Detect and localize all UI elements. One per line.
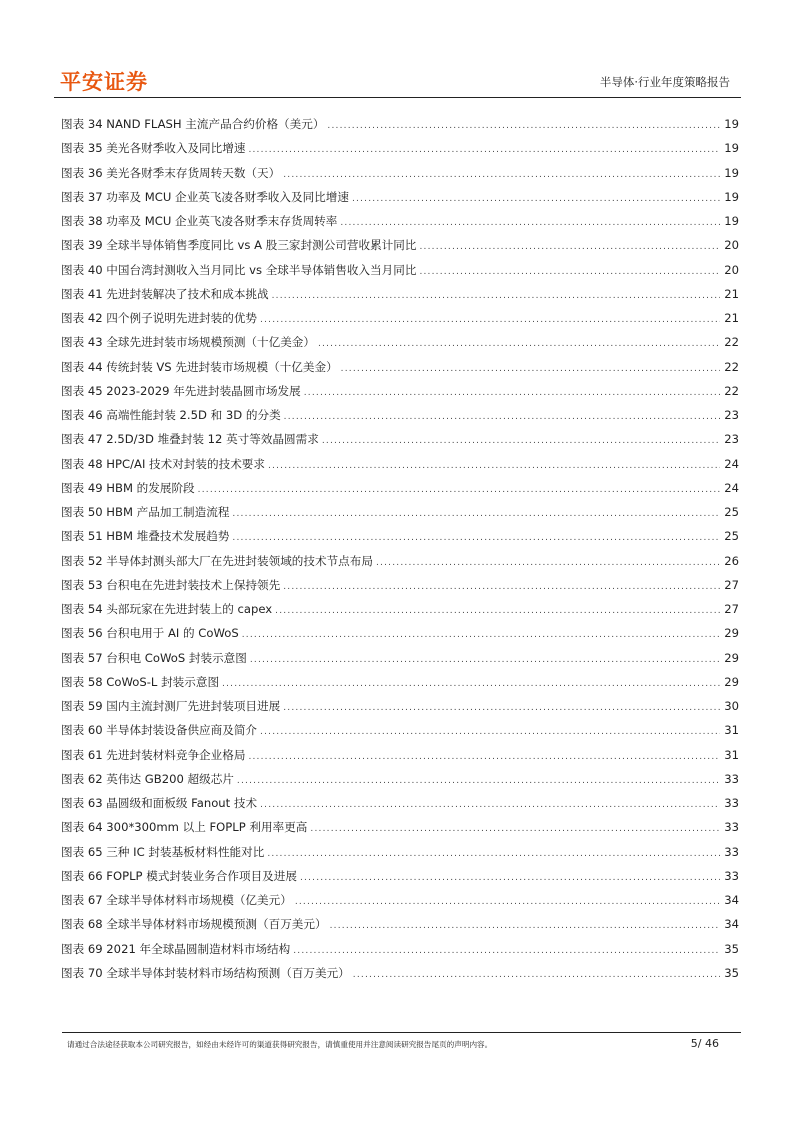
- dot-leader: [283, 575, 720, 599]
- dot-leader: [318, 332, 720, 356]
- dot-leader: [232, 526, 720, 550]
- toc-entry[interactable]: [61, 136, 739, 160]
- toc-entry-page[interactable]: 19: [724, 189, 739, 204]
- table-of-figures: [61, 112, 739, 985]
- toc-entry-title[interactable]: 图表 40 中国台湾封测收入当月同比 vs 全球半导体销售收入当月同比: [61, 262, 417, 277]
- toc-entry-page[interactable]: 35: [724, 965, 739, 980]
- toc-entry-title[interactable]: 图表 69 2021 年全球晶圆制造材料市场结构: [61, 941, 291, 956]
- toc-entry-page[interactable]: 20: [724, 262, 739, 277]
- toc-entry-title[interactable]: 图表 58 CoWoS-L 封装示意图: [61, 674, 220, 689]
- toc-entry-page[interactable]: 21: [724, 311, 739, 325]
- toc-entry-page[interactable]: 23: [724, 408, 739, 422]
- toc-entry-title[interactable]: 图表 49 HBM 的发展阶段: [61, 480, 195, 495]
- dot-leader: [300, 866, 720, 890]
- toc-entry[interactable]: [61, 427, 739, 451]
- toc-entry[interactable]: [61, 743, 739, 767]
- toc-entry-title[interactable]: 图表 62 英伟达 GB200 超级芯片: [61, 771, 234, 786]
- toc-entry-page[interactable]: 22: [724, 383, 739, 398]
- toc-entry[interactable]: [61, 815, 739, 839]
- dot-leader: [272, 284, 720, 308]
- toc-entry[interactable]: [61, 937, 739, 961]
- dot-leader: [376, 551, 720, 575]
- toc-entry[interactable]: [61, 500, 739, 524]
- toc-entry-title[interactable]: 图表 68 全球半导体材料市场规模预测（百万美元）: [61, 917, 327, 932]
- dot-leader: [275, 599, 720, 623]
- toc-entry-page[interactable]: 19: [724, 165, 739, 180]
- toc-entry-title[interactable]: 图表 50 HBM 产品加工制造流程: [61, 505, 230, 519]
- dot-leader: [260, 308, 720, 332]
- dot-leader: [353, 963, 720, 987]
- dot-leader: [283, 163, 720, 187]
- toc-entry-title[interactable]: 图表 70 全球半导体封装材料市场结构预测（百万美元）: [61, 965, 350, 980]
- toc-entry-title[interactable]: 图表 60 半导体封装设备供应商及简介: [61, 723, 258, 738]
- toc-entry-title[interactable]: 图表 47 2.5D/3D 堆叠封装 12 英寸等效晶圆需求: [61, 432, 319, 447]
- toc-entry[interactable]: [61, 306, 739, 330]
- toc-entry-page[interactable]: 19: [724, 141, 739, 156]
- toc-entry-title[interactable]: 图表 37 功率及 MCU 企业英飞凌各财季收入及同比增速: [61, 189, 349, 204]
- toc-entry[interactable]: [61, 258, 739, 282]
- toc-entry-page[interactable]: 19: [724, 117, 739, 131]
- toc-entry[interactable]: [61, 476, 739, 500]
- toc-entry-page[interactable]: 21: [724, 286, 739, 301]
- toc-entry-page[interactable]: 27: [724, 602, 739, 616]
- toc-entry-title[interactable]: 图表 61 先进封装材料竞争企业格局: [61, 747, 246, 762]
- toc-entry[interactable]: [61, 888, 739, 912]
- dot-leader: [222, 672, 720, 696]
- toc-entry-page[interactable]: 33: [724, 820, 739, 835]
- dot-leader: [267, 842, 720, 866]
- toc-entry-page[interactable]: 34: [724, 917, 739, 932]
- dot-leader: [260, 720, 720, 744]
- toc-entry-title[interactable]: 图表 38 功率及 MCU 企业英飞凌各财季末存货周转率: [61, 214, 338, 228]
- toc-entry-title[interactable]: 图表 53 台积电在先进封装技术上保持领先: [61, 577, 281, 592]
- toc-entry[interactable]: [61, 209, 739, 233]
- toc-entry-page[interactable]: 33: [724, 796, 739, 810]
- toc-entry-title[interactable]: 图表 43 全球先进封装市场规模预测（十亿美金）: [61, 335, 315, 350]
- toc-entry-page[interactable]: 33: [724, 844, 739, 859]
- dot-leader: [341, 357, 720, 381]
- dot-leader: [295, 890, 720, 914]
- toc-entry-title[interactable]: 图表 48 HPC/AI 技术对封装的技术要求: [61, 456, 265, 471]
- dot-leader: [242, 623, 720, 647]
- toc-entry-title[interactable]: 图表 52 半导体封测头部大厂在先进封装领域的技术节点布局: [61, 553, 373, 568]
- toc-entry-page[interactable]: 19: [724, 214, 739, 228]
- toc-entry[interactable]: [61, 355, 739, 379]
- toc-entry[interactable]: [61, 597, 739, 621]
- page-header: [54, 62, 740, 98]
- toc-entry-title[interactable]: 图表 44 传统封装 VS 先进封装市场规模（十亿美金）: [61, 359, 338, 374]
- toc-entry-title[interactable]: 图表 67 全球半导体材料市场规模（亿美元）: [61, 893, 292, 907]
- toc-entry-page[interactable]: 30: [724, 699, 739, 713]
- toc-entry[interactable]: [61, 718, 739, 742]
- company-logo: 平安证券: [60, 70, 148, 94]
- toc-entry[interactable]: [61, 961, 739, 985]
- toc-entry-page[interactable]: 29: [724, 674, 739, 689]
- toc-entry-page[interactable]: 35: [724, 941, 739, 956]
- dot-leader: [310, 817, 720, 841]
- toc-entry-title[interactable]: 图表 65 三种 IC 封装基板材料性能对比: [61, 844, 265, 859]
- dot-leader: [260, 793, 720, 817]
- toc-entry-page[interactable]: 22: [724, 335, 739, 350]
- toc-entry[interactable]: [61, 767, 739, 791]
- toc-entry[interactable]: [61, 694, 739, 718]
- dot-leader: [232, 502, 720, 526]
- toc-entry-page[interactable]: 29: [724, 626, 739, 641]
- toc-entry[interactable]: [61, 791, 739, 815]
- toc-entry[interactable]: [61, 185, 739, 209]
- toc-entry[interactable]: [61, 912, 739, 936]
- toc-entry-title[interactable]: 图表 39 全球半导体销售季度同比 vs A 股三家封测公司营收累计同比: [61, 238, 417, 253]
- toc-entry-page[interactable]: 29: [724, 650, 739, 665]
- toc-entry-page[interactable]: 25: [724, 505, 739, 519]
- toc-entry-page[interactable]: 24: [724, 480, 739, 495]
- toc-entry-title[interactable]: 图表 66 FOPLP 模式封装业务合作项目及进展: [61, 868, 297, 883]
- toc-entry-title[interactable]: 图表 34 NAND FLASH 主流产品合约价格（美元）: [61, 117, 325, 131]
- dot-leader: [250, 648, 720, 672]
- toc-entry-page[interactable]: 33: [724, 771, 739, 786]
- toc-entry-page[interactable]: 25: [724, 529, 739, 544]
- toc-entry[interactable]: [61, 112, 739, 136]
- toc-entry-title[interactable]: 图表 57 台积电 CoWoS 封装示意图: [61, 650, 247, 665]
- toc-entry[interactable]: [61, 233, 739, 257]
- toc-entry-title[interactable]: 图表 46 高端性能封装 2.5D 和 3D 的分类: [61, 408, 281, 422]
- dot-leader: [237, 769, 720, 793]
- toc-entry-page[interactable]: 33: [724, 868, 739, 883]
- dot-leader: [283, 696, 720, 720]
- header-divider: [54, 97, 741, 98]
- toc-entry-page[interactable]: 26: [724, 553, 739, 568]
- toc-entry[interactable]: [61, 330, 739, 354]
- dot-leader: [293, 939, 720, 963]
- dot-leader: [268, 454, 720, 478]
- toc-entry-title[interactable]: 图表 54 头部玩家在先进封装上的 capex: [61, 602, 273, 616]
- toc-entry[interactable]: [61, 403, 739, 427]
- dot-leader: [419, 260, 720, 284]
- page-number: 5/ 46: [690, 1037, 719, 1050]
- toc-entry-page[interactable]: 22: [724, 359, 739, 374]
- toc-entry-page[interactable]: 27: [724, 577, 739, 592]
- toc-entry[interactable]: [61, 549, 739, 573]
- dot-leader: [198, 478, 720, 502]
- dot-leader: [304, 381, 720, 405]
- toc-entry-title[interactable]: 图表 35 美光各财季收入及同比增速: [61, 141, 246, 156]
- toc-entry[interactable]: [61, 161, 739, 185]
- footer-divider: [62, 1032, 741, 1033]
- toc-entry-title[interactable]: 图表 36 美光各财季末存货周转天数（天）: [61, 165, 281, 180]
- toc-entry-page[interactable]: 23: [724, 432, 739, 447]
- toc-entry[interactable]: [61, 840, 739, 864]
- toc-entry[interactable]: [61, 864, 739, 888]
- dot-leader: [248, 138, 720, 162]
- toc-entry-title[interactable]: 图表 59 国内主流封测厂先进封装项目进展: [61, 699, 281, 713]
- toc-entry-title[interactable]: 图表 45 2023-2029 年先进封装晶圆市场发展: [61, 383, 301, 398]
- dot-leader: [340, 211, 720, 235]
- toc-entry-page[interactable]: 31: [724, 747, 739, 762]
- dot-leader: [419, 235, 720, 259]
- dot-leader: [248, 745, 720, 769]
- toc-entry[interactable]: [61, 524, 739, 548]
- footer-disclaimer: 请通过合法途径获取本公司研究报告，如经由未经许可的渠道获得研究报告，请慎重使用并注意阅读研究报告尾页的声明内容。: [67, 1040, 493, 1049]
- dot-leader: [327, 114, 720, 138]
- toc-entry[interactable]: [61, 670, 739, 694]
- dot-leader: [284, 405, 720, 429]
- toc-entry[interactable]: [61, 621, 739, 645]
- toc-entry-page[interactable]: 31: [724, 723, 739, 738]
- dot-leader: [330, 914, 720, 938]
- toc-entry[interactable]: [61, 646, 739, 670]
- toc-entry-title[interactable]: 图表 56 台积电用于 AI 的 CoWoS: [61, 626, 239, 641]
- toc-entry[interactable]: [61, 379, 739, 403]
- toc-entry-title[interactable]: 图表 63 晶圆级和面板级 Fanout 技术: [61, 796, 258, 810]
- toc-entry[interactable]: [61, 452, 739, 476]
- toc-entry-page[interactable]: 24: [724, 456, 739, 471]
- toc-entry[interactable]: [61, 573, 739, 597]
- toc-entry-title[interactable]: 图表 64 300*300mm 以上 FOPLP 利用率更高: [61, 820, 308, 835]
- toc-entry-page[interactable]: 34: [724, 893, 739, 907]
- toc-entry-title[interactable]: 图表 41 先进封装解决了技术和成本挑战: [61, 286, 269, 301]
- toc-entry-title[interactable]: 图表 42 四个例子说明先进封装的优势: [61, 311, 258, 325]
- dot-leader: [322, 429, 720, 453]
- toc-entry[interactable]: [61, 282, 739, 306]
- report-type-label: 半导体·行业年度策略报告: [599, 75, 730, 89]
- toc-entry-page[interactable]: 20: [724, 238, 739, 253]
- toc-entry-title[interactable]: 图表 51 HBM 堆叠技术发展趋势: [61, 529, 230, 544]
- dot-leader: [352, 187, 720, 211]
